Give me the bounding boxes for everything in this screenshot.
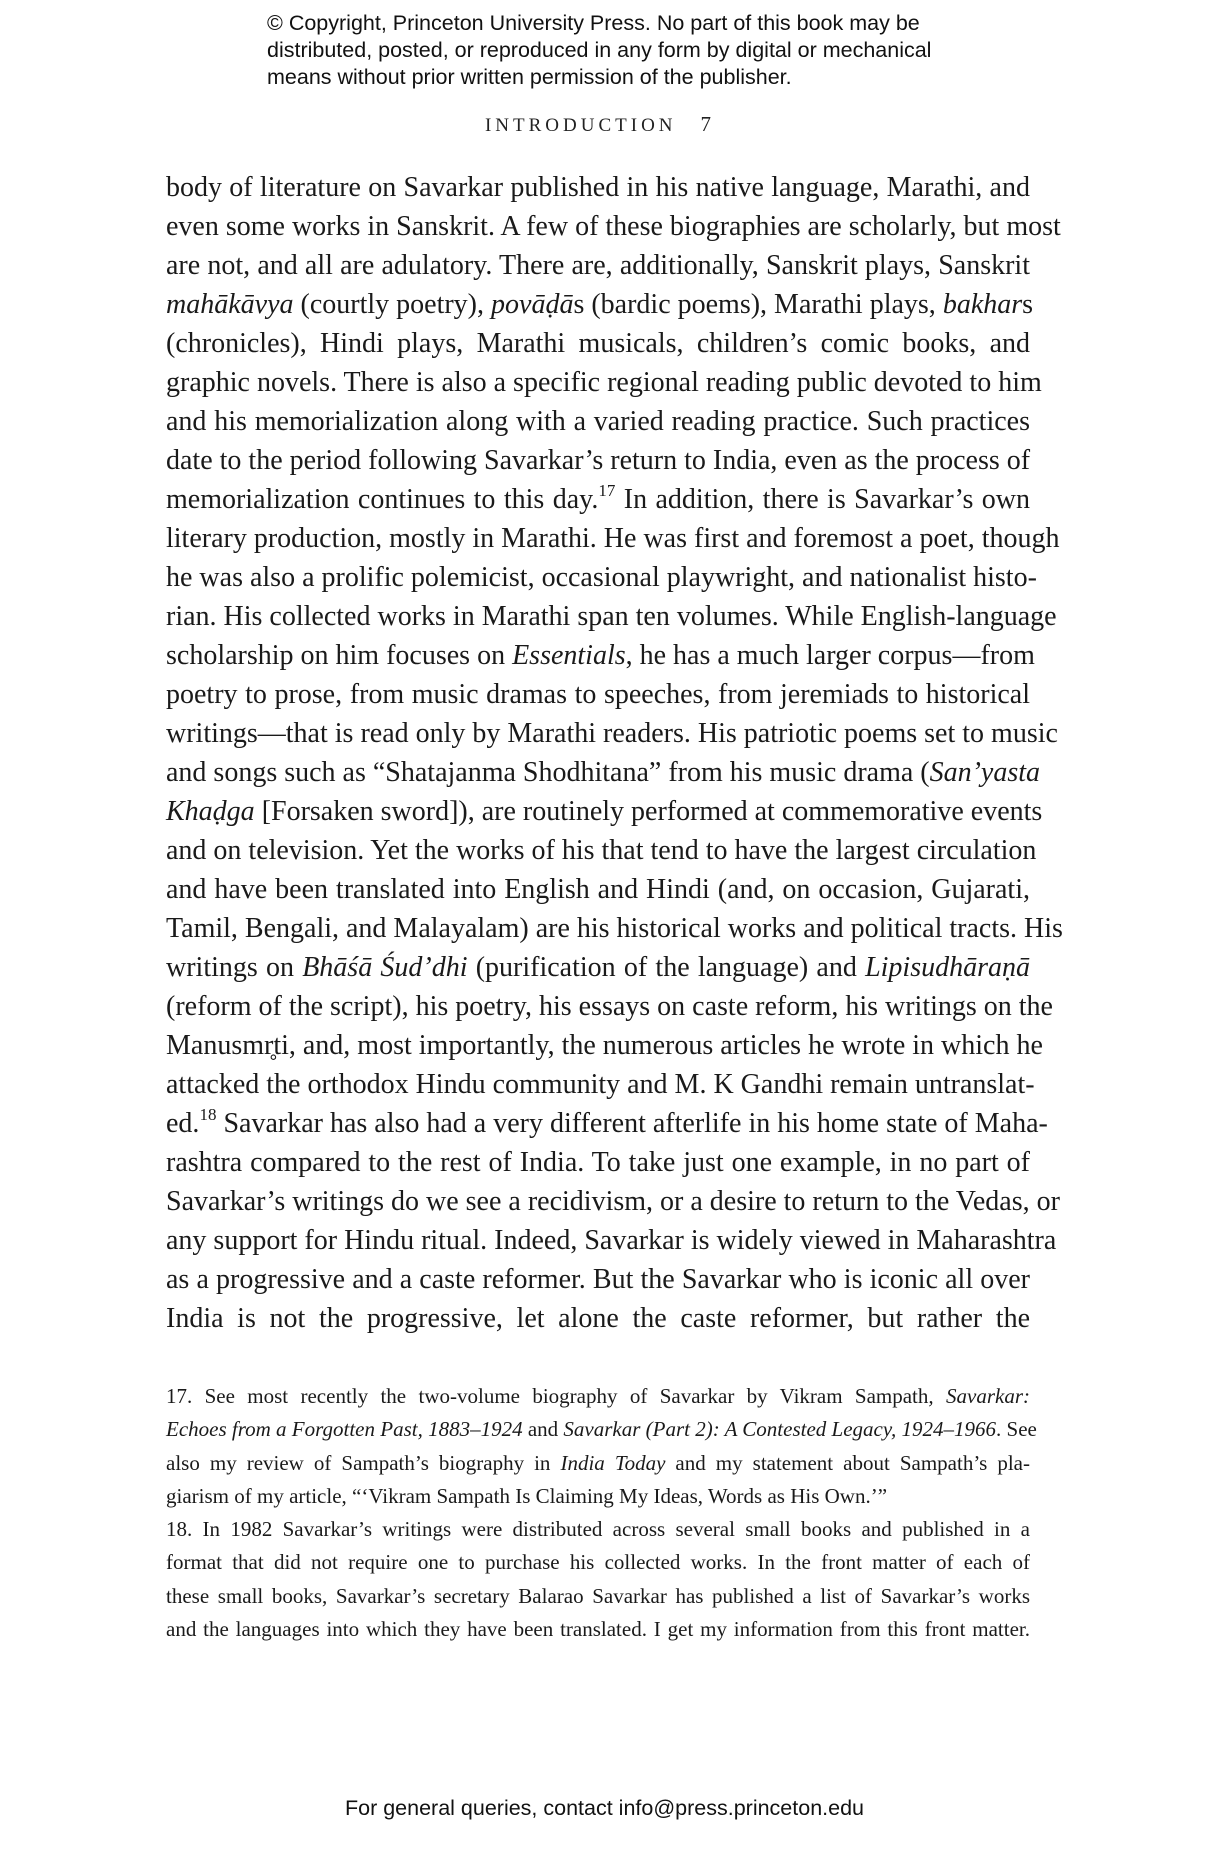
body-line (166, 792, 1043, 831)
text-run: writings on (166, 952, 303, 983)
text-run: format that did not require one to purchase his collected works. In the front matter of each of (166, 1550, 1030, 1575)
text-run: Manusmr̥ti, and, most importantly, the numerous articles he wrote in which he (166, 1030, 1043, 1061)
copyright-line: distributed, posted, or reproduced in any form by digital or mechanical (267, 38, 932, 62)
body-line (166, 1026, 1043, 1065)
body-line (166, 948, 1030, 987)
footnote-line (166, 1580, 1030, 1613)
text-run: In addition, there is Savarkar’s own (615, 484, 1030, 515)
footnote-ref: 18 (199, 1105, 217, 1124)
footnotes (166, 1380, 1037, 1646)
text-run: and my statement about Sampath’s pla- (665, 1450, 1030, 1475)
copyright-line: © Copyright, Princeton University Press. No part of this book may be (267, 11, 920, 35)
text-run: and songs such as “Shatajanma Shodhitana” from his music drama ( (166, 757, 930, 788)
footnote (166, 1513, 1030, 1646)
text-run: India is not the progressive, let alone the caste reformer, but rather the (166, 1303, 1030, 1334)
footnote-line (166, 1480, 1030, 1513)
text-run: any support for Hindu ritual. Indeed, Savarkar is widely viewed in Maharashtra (166, 1225, 1057, 1256)
body-line (166, 285, 1034, 324)
italic-text: , Savarkar: (928, 1384, 1030, 1408)
text-run: and his memorialization along with a varied reading practice. Such practices (166, 406, 1030, 437)
footnote-line (166, 1447, 1030, 1480)
text-run: and have been translated into English and Hindi (and, on occasion, Gujarati, (166, 874, 1030, 905)
text-run: also my review of Sampath’s biography in (166, 1450, 561, 1475)
body-line (166, 1104, 1048, 1143)
body-line (166, 987, 1053, 1026)
body-line (166, 870, 1030, 909)
contact-footer: For general queries, contact info@press.princeton.edu (345, 1796, 865, 1820)
body-line (166, 831, 1037, 870)
text-run: giarism of my article, “‘Vikram Sampath Is Claiming My Ideas, Words as His Own.’” (166, 1483, 888, 1508)
text-run: ed. (166, 1108, 200, 1139)
text-run: graphic novels. There is also a specific regional reading public devoted to him (166, 367, 1042, 398)
body-line (166, 1221, 1057, 1260)
running-head-title: INTRODUCTION (484, 115, 677, 136)
page-number: 7 (700, 112, 712, 136)
text-run: he was also a prolific polemicist, occasional playwright, and nationalist histo- (166, 562, 1037, 593)
text-run: . See (996, 1417, 1037, 1442)
italic-text: mahākāvya (166, 289, 294, 320)
footnote-line (166, 1513, 1030, 1546)
body-line (166, 480, 1030, 519)
text-run: s (bardic poems), Marathi plays, (573, 289, 943, 320)
italic-text: bakhar (942, 289, 1023, 320)
text-run: and (522, 1417, 564, 1442)
italic-text: Khaḍga (166, 796, 255, 827)
body-line (166, 1143, 1030, 1182)
text-run: date to the period following Savarkar’s return to India, even as the process of (166, 445, 1031, 476)
footnote-line (166, 1613, 1030, 1646)
body-line (166, 636, 1035, 675)
text-run: (courtly poetry), (293, 289, 492, 320)
body-text (166, 168, 1063, 1338)
body-line (166, 558, 1037, 597)
body-line (166, 1065, 1035, 1104)
footnote-line (166, 1413, 1037, 1446)
italic-text: Bhāśā Śud’dhi (302, 952, 468, 983)
text-run: 17. See most recently the two-volume biography of Savarkar by Vikram Sampath (166, 1384, 929, 1408)
copyright-line: means without prior written permission of the publisher. (267, 65, 792, 89)
footnote-ref: 17 (598, 481, 616, 500)
text-run: Savarkar has also had a very different afterlife in his home state of Maha- (216, 1108, 1048, 1139)
body-line (166, 168, 1030, 207)
text-run: (purification of the language) and (467, 952, 866, 983)
text-run: Tamil, Bengali, and Malayalam) are his historical works and political tracts. His (166, 913, 1063, 944)
text-run: rian. His collected works in Marathi span ten volumes. While English-language (166, 601, 1057, 632)
body-line (166, 1260, 1030, 1299)
text-run: , he has a much larger corpus—from (625, 640, 1035, 671)
text-run: rashtra compared to the rest of India. To take just one example, in no part of (166, 1147, 1030, 1178)
text-run: body of literature on Savarkar published in his native language, Marathi, and (166, 172, 1030, 203)
text-run: [Forsaken sword]), are routinely performed at commemorative events (254, 796, 1043, 827)
text-run: even some works in Sanskrit. A few of these biographies are scholarly, but most (166, 211, 1061, 242)
body-line (166, 441, 1030, 480)
italic-text: Essentials (512, 640, 626, 671)
text-run: (chronicles), Hindi plays, Marathi musicals, children’s comic books, and (166, 328, 1030, 359)
body-line (166, 324, 1030, 363)
italic-text: povāḍā (491, 289, 574, 320)
body-line (166, 909, 1063, 948)
body-line (166, 246, 1030, 285)
footnote (166, 1380, 1037, 1513)
running-head (166, 112, 1030, 137)
text-run: and on television. Yet the works of his that tend to have the largest circulation (166, 835, 1037, 866)
text-run: as a progressive and a caste reformer. But the Savarkar who is iconic all over (166, 1264, 1030, 1295)
body-line (166, 675, 1030, 714)
text-run: 18. In 1982 Savarkar’s writings were distributed across several small books and published in a (166, 1517, 1030, 1542)
body-line (166, 207, 1061, 246)
text-run: writings—that is read only by Marathi readers. His patriotic poems set to music (166, 718, 1058, 749)
body-line (166, 1182, 1060, 1221)
body-line (166, 402, 1030, 441)
body-line (166, 753, 1041, 792)
text-run: these small books, Savarkar’s secretary Balarao Savarkar has published a list of Savarkar’s works (166, 1583, 1030, 1608)
italic-text: Echoes from a Forgotten Past, 1883–1924 (166, 1417, 523, 1442)
text-run: attacked the orthodox Hindu community and M. K Gandhi remain untranslat- (166, 1069, 1035, 1100)
text-run: s (1022, 289, 1034, 320)
italic-text: Savarkar (Part 2): A Contested Legacy, 1924–1966 (563, 1417, 997, 1442)
text-run: (reform of the script), his poetry, his essays on caste reform, his writings on the (166, 991, 1053, 1022)
text-run: literary production, mostly in Marathi. He was first and foremost a poet, though (166, 523, 1060, 554)
body-line (166, 519, 1060, 558)
body-line (166, 363, 1042, 402)
body-line (166, 597, 1057, 636)
text-run: scholarship on him focuses on (166, 640, 513, 671)
body-line (166, 714, 1058, 753)
italic-text: San’yasta (929, 757, 1041, 788)
text-run: and the languages into which they have been translated. I get my information from this front matter. (166, 1617, 1030, 1642)
body-line (166, 1299, 1030, 1338)
italic-text: India Today (560, 1450, 666, 1475)
italic-text: Lipisudhāraṇā (865, 952, 1030, 983)
text-run: memorialization continues to this day. (166, 484, 599, 515)
text-run: Savarkar’s writings do we see a recidivism, or a desire to return to the Vedas, or (166, 1186, 1060, 1217)
footnote-line (166, 1380, 1030, 1413)
text-run: poetry to prose, from music dramas to speeches, from jeremiads to historical (166, 679, 1030, 710)
copyright-notice (267, 10, 1027, 91)
footnote-line (166, 1546, 1030, 1579)
text-run: are not, and all are adulatory. There are, additionally, Sanskrit plays, Sanskrit (166, 250, 1030, 281)
